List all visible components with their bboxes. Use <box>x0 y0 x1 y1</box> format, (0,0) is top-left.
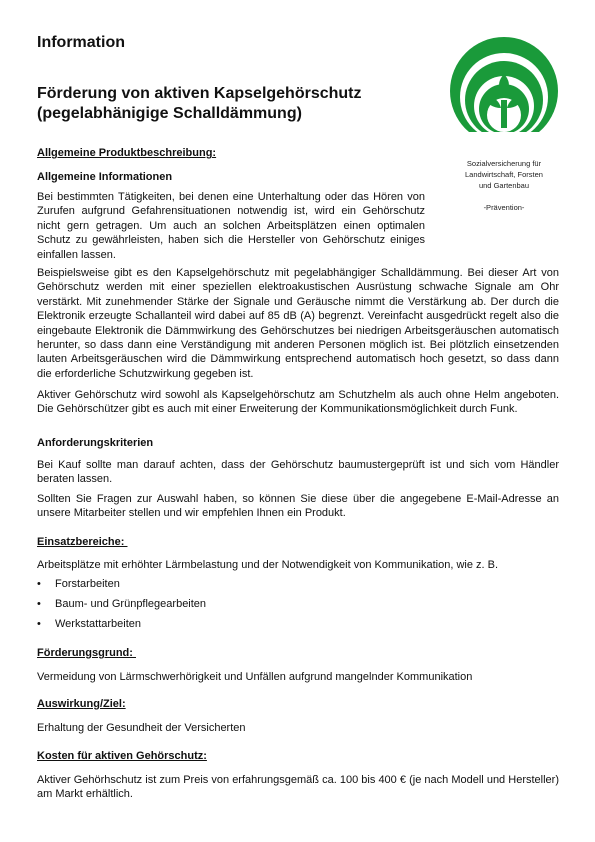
logo-caption-line: Landwirtschaft, Forsten <box>465 170 543 179</box>
paragraph-requirements-2: Sollten Sie Fragen zur Auswahl haben, so können Sie diese über die angegebene E-Mail-Adresse an unsere Mitarbeiter stellen und wir empfehlen Ihnen ein Produkt. <box>37 493 559 520</box>
bullet-icon: • <box>37 598 41 610</box>
list-item-label: Baum- und Grünpflegearbeiten <box>55 598 207 610</box>
document-title: Förderung von aktiven Kapselgehörschutz (pegelabhänigige Schalldämmung) <box>37 85 362 122</box>
bullet-icon: • <box>37 618 41 630</box>
document-heading: Information <box>37 34 125 51</box>
list-item <box>37 578 120 590</box>
paragraph-reason: Vermeidung von Lärmschwerhörigkeit und Unfällen aufgrund mangelnder Kommunikation <box>37 671 473 683</box>
list-item-label: Werkstattarbeiten <box>55 618 142 630</box>
paragraph-requirements-1: Bei Kauf sollte man darauf achten, dass der Gehörschutz baumustergeprüft ist und sich vom Händler beraten lassen. <box>37 459 559 486</box>
list-item <box>37 598 206 610</box>
svlfg-logo-icon <box>449 36 559 146</box>
list-item <box>37 618 141 630</box>
prevention-label: -Prävention- <box>483 203 525 212</box>
logo-caption-line: Sozialversicherung für <box>466 159 542 168</box>
list-item-label: Forstarbeiten <box>55 578 120 590</box>
paragraph-goal: Erhaltung der Gesundheit der Versicherten <box>37 722 246 734</box>
paragraph-level-dependent: Beispielsweise gibt es den Kapselgehörschutz mit pegelabhängiger Schalldämmung. Bei dieser Art von Gehörschutz werden mit einer speziellen elektroakustischen Ausrüstung schwache Signale am Ohr verstärkt. Mit zunehmender Stärke der Signale und Geräusche nimmt die Verstärkung ab. Der durch die Elektronik erzeugte Schallanteil wird dabei auf 85 dB (A) begrenzt. Vereinfacht ausgedrückt regelt also die eingebaute Elektronik die Dämmwirkung des Gehörschutzes bei niedrigen Arbeitsgeräuschen automatisch herunter, so dass dann eine Verständigung mit anderen Personen möglich ist. Bei plötzlich einsetzenden lauten Arbeitsgeräuschen wird die Dämmwirkung entsprechend automatisch hoch gesetzt, so dass dann die erforderliche Schutzwirkung gegeben ist. <box>37 267 559 380</box>
section-heading-costs: Kosten für aktiven Gehörschutz: <box>37 750 207 762</box>
paragraph-usage-intro: Arbeitsplätze mit erhöhter Lärmbelastung und der Notwendigkeit von Kommunikation, wie z. B. <box>37 559 499 571</box>
section-heading-reason: Förderungsgrund: <box>37 647 136 659</box>
logo-caption <box>440 158 568 191</box>
section-heading-product: Allgemeine Produktbeschreibung: <box>37 147 217 159</box>
paragraph-costs: Aktiver Gehörhschutz ist zum Preis von erfahrungsgemäß ca. 100 bis 400 € (je nach Modell und Hersteller) am Markt erhältlich. <box>37 774 559 801</box>
subheading-general-info: Allgemeine Informationen <box>37 171 173 183</box>
section-heading-usage: Einsatzbereiche: <box>37 536 128 548</box>
section-heading-goal: Auswirkung/Ziel: <box>37 698 126 710</box>
paragraph-intro: Bei bestimmten Tätigkeiten, bei denen eine Unterhaltung oder das Hören von Zurufen aufgrund Gefahrensituationen notwendig ist, wird ein Gehörschutz nicht gern getragen. Um auch an solchen Arbeitsplätzen einen optimalen Schutz zu gewährleisten, haben sich die Hersteller von Gehörschutz einiges einfallen lassen. <box>37 191 425 261</box>
logo-caption-line: und Gartenbau <box>478 181 530 190</box>
subheading-requirements: Anforderungskriterien <box>37 437 154 449</box>
paragraph-active-hearing-protection: Aktiver Gehörschutz wird sowohl als Kapselgehörschutz am Schutzhelm als auch ohne Helm angeboten. Die Gehörschützer gibt es auch mit einer Erweiterung der Kommunikationsmöglichkeit durch Funk. <box>37 389 559 416</box>
bullet-icon: • <box>37 578 41 590</box>
